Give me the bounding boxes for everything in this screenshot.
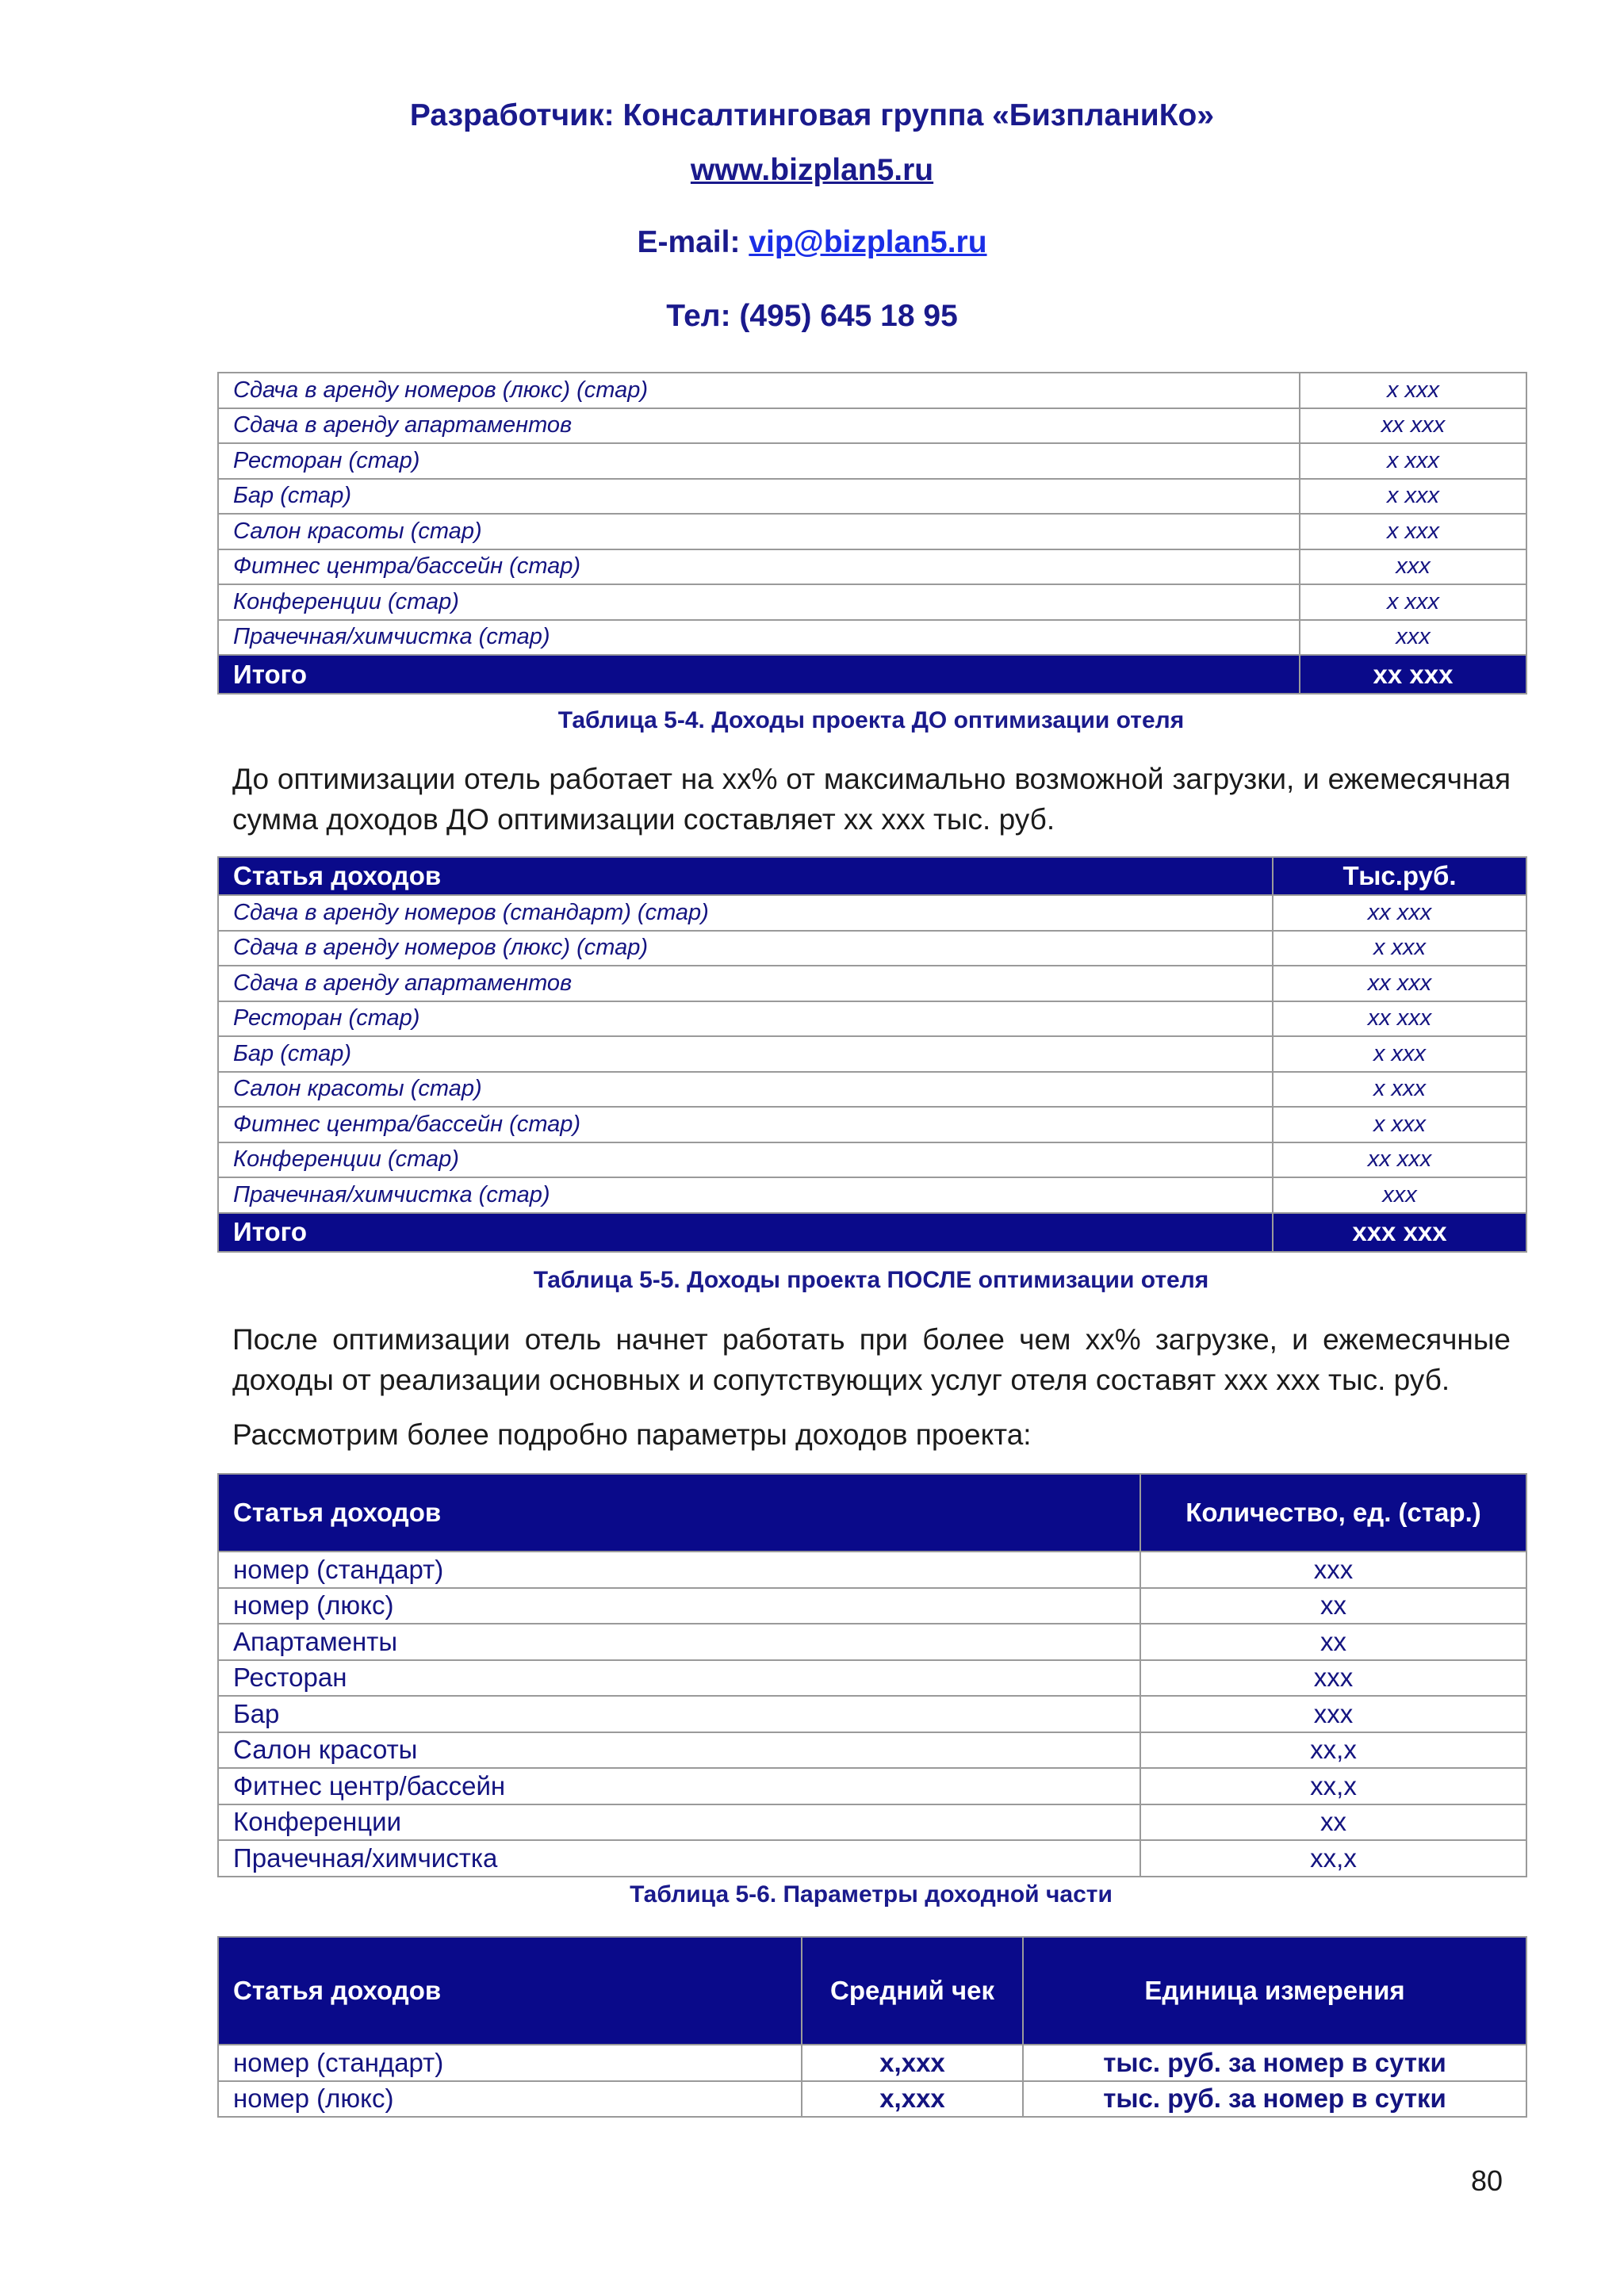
param-item-name: Конференции <box>218 1804 1140 1841</box>
income-item-name: Сдача в аренду номеров (люкс) (стар) <box>218 931 1273 966</box>
income-item-value: xx xxx <box>1273 895 1526 931</box>
table6-caption: Таблица 5-6. Параметры доходной части <box>630 1881 1113 1908</box>
table5-caption: Таблица 5-5. Доходы проекта ПОСЛЕ оптимизации отеля <box>533 1267 1209 1293</box>
table-row <box>218 620 1526 656</box>
param-item-quantity: xx,x <box>1140 1768 1526 1804</box>
table-row <box>218 966 1526 1001</box>
param-item-name: Бар <box>218 1696 1140 1732</box>
param-item-name: Прачечная/химчистка <box>218 1840 1140 1877</box>
table-row <box>218 514 1526 549</box>
table-row <box>218 1588 1526 1624</box>
income-item-name: Прачечная/химчистка (стар) <box>218 620 1300 656</box>
table-row <box>218 408 1526 444</box>
check-item-average: x,xxx <box>802 2081 1023 2118</box>
table-row <box>218 1660 1526 1697</box>
income-item-value: xx xxx <box>1300 408 1526 444</box>
table6-header-value: Количество, ед. (стар.) <box>1140 1474 1526 1552</box>
table-row <box>218 931 1526 966</box>
developer-title: Разработчик: Консалтинговая группа «БизпланиКо» <box>409 98 1215 132</box>
table7-header-item: Статья доходов <box>218 1937 802 2045</box>
param-item-name: Фитнес центр/бассейн <box>218 1768 1140 1804</box>
table-row <box>218 1072 1526 1108</box>
table-row <box>218 895 1526 931</box>
check-item-unit: тыс. руб. за номер в сутки <box>1023 2081 1526 2118</box>
income-params-table <box>217 1473 1527 1877</box>
param-item-quantity: xx,x <box>1140 1840 1526 1877</box>
income-item-value: xx xxx <box>1273 1142 1526 1178</box>
total-label: Итого <box>218 655 1300 694</box>
income-item-name: Фитнес центра/бассейн (стар) <box>218 549 1300 585</box>
income-item-name: Ресторан (стар) <box>218 1001 1273 1037</box>
income-item-name: Бар (стар) <box>218 1036 1273 1072</box>
param-item-name: Апартаменты <box>218 1624 1140 1660</box>
table-row <box>218 1624 1526 1660</box>
income-item-name: Сдача в аренду апартаментов <box>218 966 1273 1001</box>
param-item-quantity: xx <box>1140 1588 1526 1624</box>
param-item-name: номер (стандарт) <box>218 1552 1140 1588</box>
paragraph-details: Рассмотрим более подробно параметры доходов проекта: <box>232 1418 1032 1451</box>
income-item-value: xx xxx <box>1273 1001 1526 1037</box>
income-item-value: xxx <box>1300 549 1526 585</box>
table-row <box>218 1177 1526 1213</box>
income-item-value: x xxx <box>1300 514 1526 549</box>
table5-header-value: Тыс.руб. <box>1273 857 1526 895</box>
website-link-text[interactable]: www.bizplan5.ru <box>690 153 934 187</box>
table-row <box>218 1768 1526 1804</box>
income-item-value: xxx <box>1273 1177 1526 1213</box>
check-item-name: номер (люкс) <box>218 2081 802 2118</box>
param-item-name: номер (люкс) <box>218 1588 1140 1624</box>
param-item-quantity: xxx <box>1140 1660 1526 1697</box>
table-row <box>218 1732 1526 1769</box>
table-row <box>218 1804 1526 1841</box>
table-row <box>218 1142 1526 1178</box>
email-label: E-mail: <box>637 225 749 259</box>
table-row <box>218 2045 1526 2081</box>
table-row <box>218 549 1526 585</box>
table4-caption: Таблица 5-4. Доходы проекта ДО оптимизации отеля <box>557 707 1185 733</box>
income-item-name: Прачечная/химчистка (стар) <box>218 1177 1273 1213</box>
check-item-average: x,xxx <box>802 2045 1023 2081</box>
param-item-quantity: xxx <box>1140 1696 1526 1732</box>
income-item-value: xx xxx <box>1273 966 1526 1001</box>
average-check-table <box>217 1936 1527 2118</box>
table-row <box>218 443 1526 479</box>
income-item-value: x xxx <box>1300 443 1526 479</box>
total-value: xx xxx <box>1300 655 1526 694</box>
income-item-name: Бар (стар) <box>218 479 1300 515</box>
phone-line: Тел: (495) 645 18 95 <box>666 299 958 333</box>
income-item-name: Фитнес центра/бассейн (стар) <box>218 1107 1273 1142</box>
email-line <box>0 225 1624 260</box>
table-row <box>218 1840 1526 1877</box>
check-item-unit: тыс. руб. за номер в сутки <box>1023 2045 1526 2081</box>
param-item-quantity: xx,x <box>1140 1732 1526 1769</box>
email-link[interactable]: vip@bizplan5.ru <box>749 225 987 259</box>
income-before-table <box>217 372 1527 695</box>
table-row <box>218 1552 1526 1588</box>
table-row <box>218 584 1526 620</box>
income-item-value: x xxx <box>1273 1036 1526 1072</box>
income-item-value: x xxx <box>1273 1072 1526 1108</box>
income-item-value: xxx <box>1300 620 1526 656</box>
total-row <box>218 1213 1526 1252</box>
table-row <box>218 1036 1526 1072</box>
income-item-name: Сдача в аренду номеров (люкс) (стар) <box>218 373 1300 408</box>
table-row <box>218 479 1526 515</box>
table-row <box>218 1001 1526 1037</box>
table6-header-item: Статья доходов <box>218 1474 1140 1552</box>
check-item-name: номер (стандарт) <box>218 2045 802 2081</box>
income-item-value: x xxx <box>1273 1107 1526 1142</box>
table-row <box>218 1107 1526 1142</box>
income-item-name: Салон красоты (стар) <box>218 514 1300 549</box>
param-item-name: Салон красоты <box>218 1732 1140 1769</box>
total-value: xxx xxx <box>1273 1213 1526 1252</box>
table5-header-item: Статья доходов <box>218 857 1273 895</box>
paragraph-before: До оптимизации отель работает на xx% от максимально возможной загрузки, и ежемесячная сумма доходов ДО оптимизации составляет xx xxx тыс. руб. <box>232 763 1511 836</box>
page-number: 80 <box>1471 2164 1503 2197</box>
param-item-quantity: xxx <box>1140 1552 1526 1588</box>
total-row <box>218 655 1526 694</box>
income-item-value: x xxx <box>1273 931 1526 966</box>
table-row <box>218 1696 1526 1732</box>
table-row <box>218 373 1526 408</box>
paragraph-after: После оптимизации отель начнет работать при более чем xx% загрузке, и ежемесячные доходы от реализации основных и сопутствующих услуг отеля составят xxx xxx тыс. руб. <box>232 1323 1511 1396</box>
table7-header-unit: Единица измерения <box>1023 1937 1526 2045</box>
param-item-name: Ресторан <box>218 1660 1140 1697</box>
param-item-quantity: xx <box>1140 1804 1526 1841</box>
income-item-value: x xxx <box>1300 584 1526 620</box>
income-item-value: x xxx <box>1300 479 1526 515</box>
income-item-name: Конференции (стар) <box>218 584 1300 620</box>
income-item-name: Сдача в аренду апартаментов <box>218 408 1300 444</box>
income-item-name: Ресторан (стар) <box>218 443 1300 479</box>
income-item-name: Салон красоты (стар) <box>218 1072 1273 1108</box>
total-label: Итого <box>218 1213 1273 1252</box>
table-row <box>218 2081 1526 2118</box>
income-item-name: Конференции (стар) <box>218 1142 1273 1178</box>
income-item-value: x xxx <box>1300 373 1526 408</box>
param-item-quantity: xx <box>1140 1624 1526 1660</box>
income-after-table <box>217 856 1527 1253</box>
table7-header-check: Средний чек <box>802 1937 1023 2045</box>
website-link[interactable] <box>0 153 1624 188</box>
income-item-name: Сдача в аренду номеров (стандарт) (стар) <box>218 895 1273 931</box>
